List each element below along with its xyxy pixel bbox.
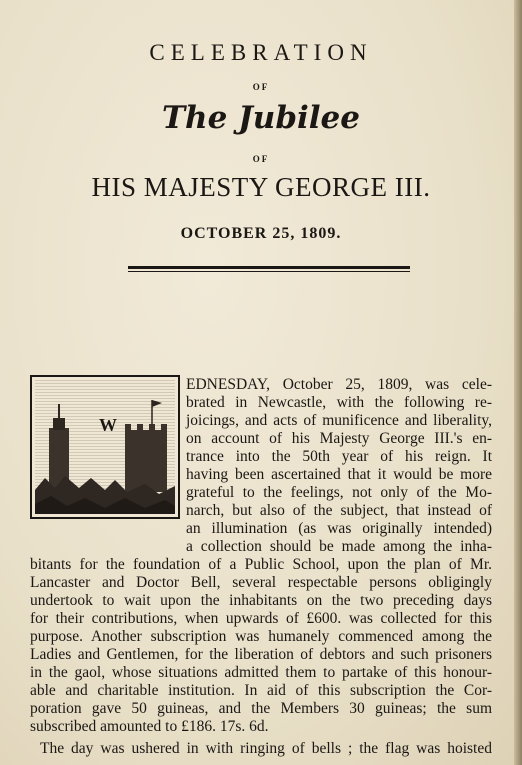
body-line: EDNESDAY, October 25, 1809, was cele-: [186, 376, 492, 393]
body-line: Ladies and Gentlemen, for the liberation of debtors and such prisoners: [30, 646, 492, 663]
body-line: The day was ushered in with ringing of bells ; the flag was hoisted: [40, 740, 492, 757]
title-majesty: HIS MAJESTY GEORGE III.: [91, 172, 431, 202]
castle-engraving-illustration: [35, 380, 175, 514]
body-line: bitants for the foundation of a Public School, upon the plan of Mr.: [30, 556, 492, 573]
body-line: for their contributions, when upwards of £600. was collected for this: [30, 610, 492, 627]
body-line: narch, but also of the subject, that instead of: [186, 502, 492, 519]
title-rule-thin: [128, 271, 410, 272]
body-line: having been ascertained that it would be more: [186, 466, 492, 483]
body-line: able and charitable institution. In aid of this subscription the Cor-: [30, 682, 492, 699]
body-line: in the gaol, whose situations admitted them to partake of this honour-: [30, 664, 492, 681]
body-line: an illumination (as was originally intended): [186, 520, 492, 537]
body-line: on account of his Majesty George III.'s en-: [186, 430, 492, 447]
title-rule-thick: [128, 266, 410, 269]
body-line: grateful to the feelings, not only of the Mo-: [186, 484, 492, 501]
title-date: OCTOBER 25, 1809.: [180, 225, 342, 242]
body-line: brated in Newcastle, with the following re-: [186, 394, 492, 411]
body-line: trance into the 50th year of his reign. It: [186, 448, 492, 465]
body-line: a collection should be made among the inha-: [186, 538, 492, 555]
title-jubilee: The Jubilee: [161, 100, 360, 136]
body-line: poration gave 50 guineas, and the Members 30 guineas; the sum: [30, 700, 492, 717]
body-line: undertook to wait upon the inhabitants on the two preceding days: [30, 592, 492, 609]
drop-cap-letter: W: [99, 415, 117, 435]
body-line: Lancaster and Doctor Bell, several respectable persons obligingly: [30, 574, 492, 591]
drop-cap-engraving: [30, 375, 180, 519]
body-line: purpose. Another subscription was humanely commenced among the: [30, 628, 492, 645]
title-of-1: OF: [252, 82, 270, 92]
body-line: joicings, and acts of munificence and liberality,: [186, 412, 492, 429]
body-line: subscribed amounted to £186. 17s. 6d.: [30, 718, 269, 735]
title-of-2: OF: [252, 154, 270, 164]
title-celebration: CELEBRATION: [149, 40, 373, 65]
